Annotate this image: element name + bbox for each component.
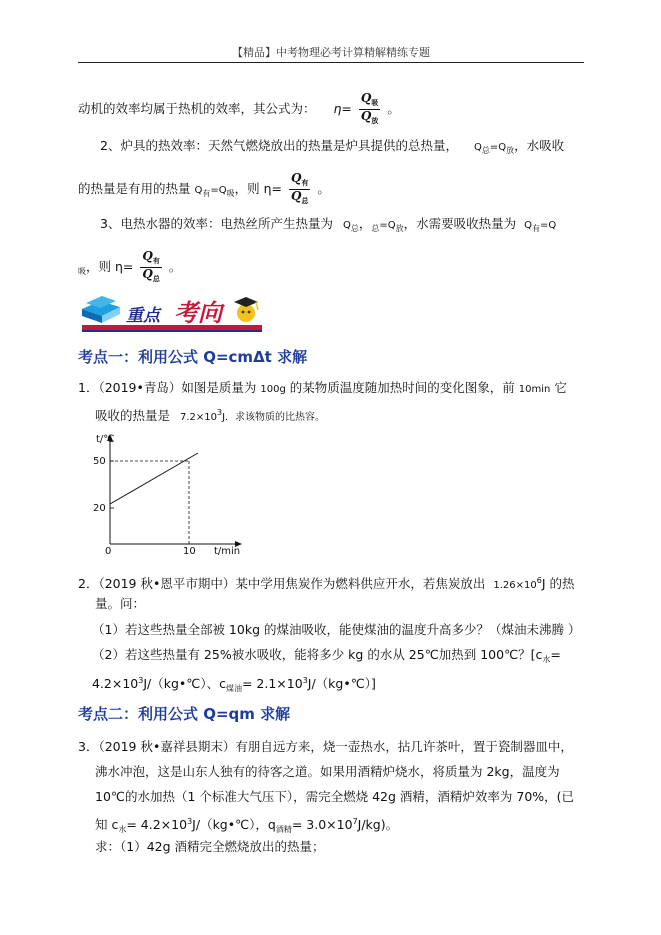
data-line [110, 453, 198, 504]
temperature-time-graph [88, 432, 248, 560]
graph-tick-0: 0 [105, 546, 112, 557]
eta-symbol: η= [333, 101, 352, 116]
q3-line-3: 10℃的水加热（1 个标准大气压下），需完全燃烧 42g 酒精，酒精炉效率为 70%，(已 [95, 789, 575, 804]
banner-text-b: 考向 [174, 298, 222, 327]
q3-line-5: 求：（1）42g 酒精完全燃烧放出的热量； [95, 839, 325, 854]
banner-graphic [78, 289, 268, 335]
graduate-icon [234, 297, 258, 322]
q2-line-3: （1）若这些热量全部被 10kg 的煤油吸收，能使煤油的温度升高多少？（煤油未沸腾 ） [92, 622, 581, 637]
banner-text-a: 重点 [126, 306, 160, 326]
graph-ylabel: t/℃ [96, 434, 115, 445]
intro-text: 动机的效率均属于热机的效率，其公式为： [78, 101, 316, 116]
header-divider [78, 62, 584, 63]
fraction-formula: $\frac{Q_有}{Q_总}$ [142, 249, 160, 283]
q3-line-2: 沸水冲泡，这是山东人独有的待客之道。如果用酒精炉烧水，将质量为 2kg，温度为 [95, 764, 560, 779]
books-icon [82, 296, 120, 323]
q2-line-1: 2．（2019 秋•恩平市期中）某中学用焦炭作为燃料供应开水，若焦炭放出 $1.26\times 10^6J$ 的热 [78, 576, 575, 591]
fraction-formula: $\frac{Q_吸}{Q_放}$ [360, 91, 379, 125]
graph-tick-20: 20 [93, 503, 106, 514]
key-points-banner [78, 289, 268, 335]
intro-line-1: 动机的效率均属于热机的效率，其公式为： η= $\frac{Q_吸}{Q_放}$ 。 [78, 91, 400, 125]
q2-line-5: $4.2\times 10^3J/(kg•℃)$、$c_{煤油}=$ $2.1\times 10^3J/(kg•℃)$] [92, 676, 376, 693]
stove-line-1: 2、炉具的热效率：天然气燃烧放出的热量是炉具提供的总热量， $Q_总=Q_放$，水吸收 [100, 138, 565, 155]
fraction-formula: $\frac{Q_有}{Q_总}$ [290, 171, 309, 205]
graph-xlabel: t/min [214, 546, 241, 557]
graph-tick-50: 50 [93, 456, 106, 467]
section-title-1: 考点一：利用公式 Q=cmΔt 求解 [78, 348, 308, 366]
stove-line-2: 的热量是有用的热量 $Q_有=Q_吸$，则 η= $\frac{Q_有}{Q_总}$ 。 [78, 171, 330, 205]
q3-line-1: 3．（2019 秋•嘉祥县期末）有朋自远方来，烧一壶热水，拈几许茶叶，置于瓷制器皿中， [78, 739, 573, 754]
q2-line-4: （2）若这些热量有 25%被水吸收，能将多少 kg 的水从 25℃加热到 100℃？[$c_水=$ [92, 647, 561, 664]
section-title-2: 考点二：利用公式 Q=qm 求解 [78, 705, 291, 723]
q3-line-4: 知 $c_水=$ $4.2\times 10^3J/(kg•℃)$，$q_{酒精}= 3.0\times 10^7J/kg$)。 [95, 817, 399, 834]
q1-line-2: 吸收的热量是 $7.2\times 10^3J$．求该物质的比热容。 [95, 408, 326, 423]
graph-tick-10: 10 [183, 546, 196, 557]
heater-line-2: $_吸$，则 η= $\frac{Q_有}{Q_总}$ 。 [78, 249, 182, 283]
q1-line-1: 1．（2019•青岛）如图是质量为 100g 的某物质温度随加热时间的变化图象，前 10min 它 [78, 380, 567, 395]
page-header-title: 【精品】中考物理必考计算精解精练专题 [232, 46, 430, 59]
heater-line-1: 3、电热水器的效率：电热丝所产生热量为 $Q_总$，$_总=Q_放$，水需要吸收热量为 $Q_有=Q$ [100, 216, 557, 233]
q2-line-2: 量。问： [95, 596, 146, 611]
